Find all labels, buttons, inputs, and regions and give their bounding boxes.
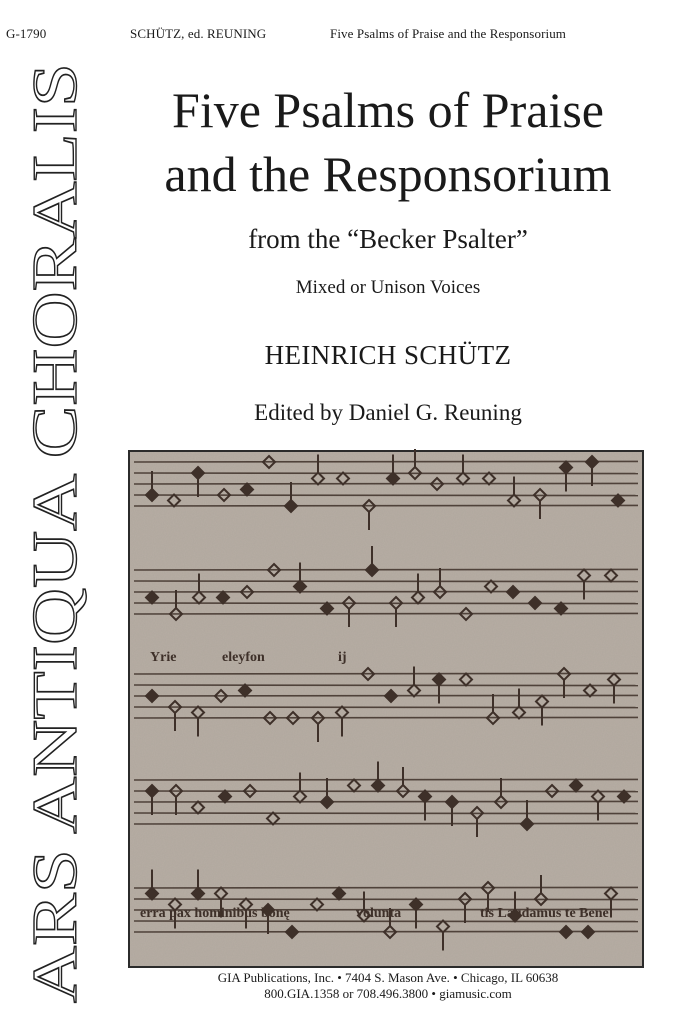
- composer: HEINRICH SCHÜTZ: [264, 340, 512, 370]
- header-short-title: Five Psalms of Praise and the Responsorium: [330, 26, 567, 41]
- staff-line: [134, 591, 638, 592]
- staff-line: [134, 779, 638, 780]
- staff-line: [134, 791, 638, 792]
- staff-line: [134, 505, 638, 506]
- staff-line: [134, 899, 638, 900]
- title-line-2: and the Responsorium: [164, 146, 612, 202]
- staff-line: [134, 823, 638, 824]
- lyric-2b: volunta: [356, 906, 402, 921]
- voicing: Mixed or Unison Voices: [295, 277, 481, 298]
- lyric-1c: ij: [338, 650, 347, 665]
- staff-line: [134, 801, 638, 802]
- lyric-1b: eleyfon: [222, 650, 265, 665]
- lyric-2a: erra pax hominibus bonę: [140, 906, 290, 921]
- lyric-1a: Yrie: [150, 650, 177, 665]
- staff-line: [134, 717, 638, 718]
- editor: Edited by Daniel G. Reuning: [254, 400, 522, 425]
- publisher-contact: 800.GIA.1358 or 708.496.3800 • giamusic.com: [264, 986, 512, 1001]
- staff-line: [134, 685, 638, 686]
- staff-line: [134, 495, 638, 496]
- header-composer-editor: SCHÜTZ, ed. REUNING: [130, 26, 267, 41]
- staff-line: [134, 461, 638, 462]
- series-name: ARS ANTIQUA CHORALIS: [19, 242, 90, 1003]
- subtitle: from the “Becker Psalter”: [248, 224, 528, 254]
- music-facsimile-image: [128, 450, 644, 968]
- staff-line: [134, 581, 638, 582]
- staff-line: [134, 707, 638, 708]
- series-spine: [19, 58, 90, 1008]
- staff-line: [134, 569, 638, 570]
- staff-line: [134, 473, 638, 474]
- staff-line: [134, 813, 638, 814]
- lyric-2c: tis Laudamus te Bene: [480, 906, 609, 921]
- staff-line: [134, 921, 638, 922]
- staff-line: [134, 483, 638, 484]
- catalog-number: G-1790: [6, 26, 47, 41]
- staff-line: [134, 673, 638, 674]
- staff-line: [134, 887, 638, 888]
- title-line-1: Five Psalms of Praise: [172, 82, 604, 138]
- publisher-address: GIA Publications, Inc. • 7404 S. Mason Ave. • Chicago, IL 60638: [217, 970, 559, 985]
